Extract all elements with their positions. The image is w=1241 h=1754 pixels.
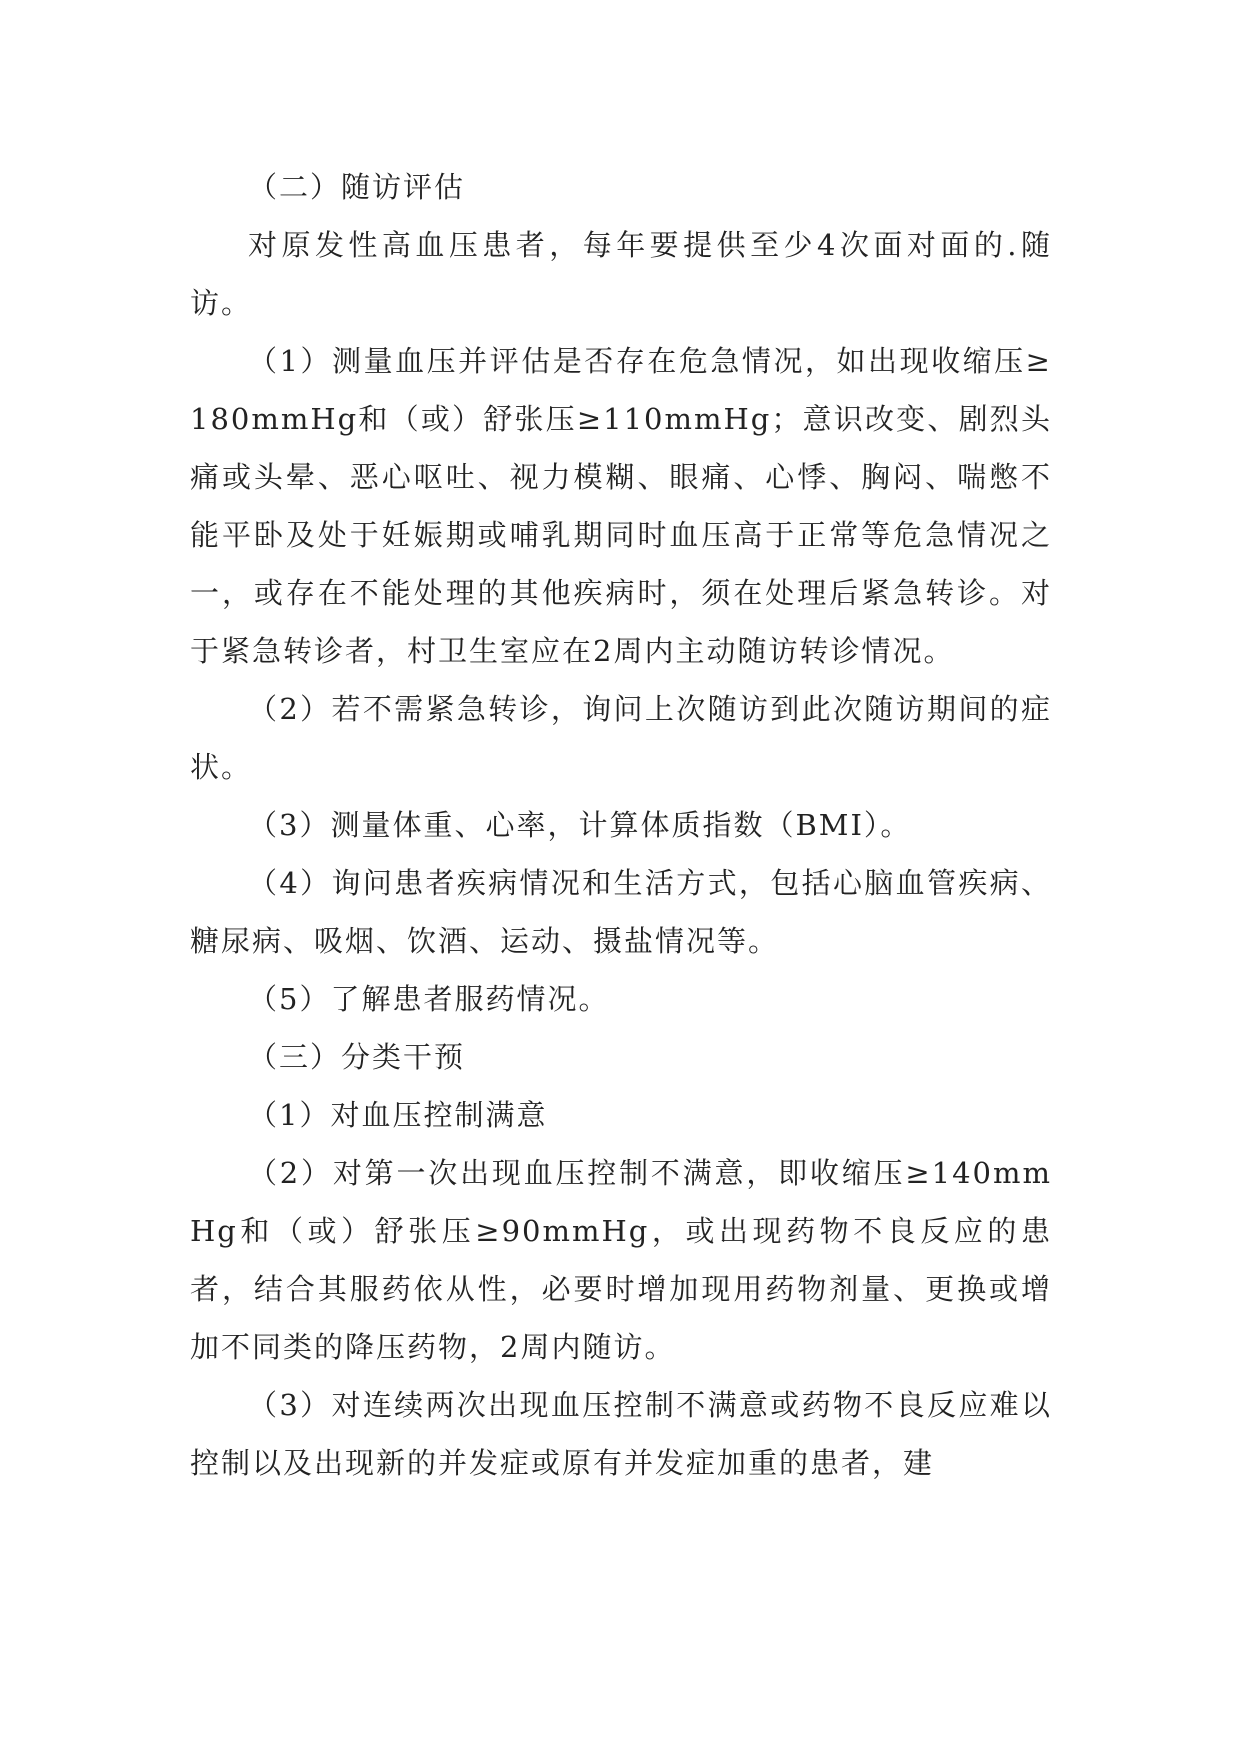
paragraph-item-2: （2）若不需紧急转诊，询问上次随访到此次随访期间的症状。 bbox=[190, 692, 1052, 784]
paragraph-item-1: （1）测量血压并评估是否存在危急情况，如出现收缩压≥180mmHg和（或）舒张压≥110mmHg；意识改变、剧烈头痛或头晕、恶心呕吐、视力模糊、眼痛、心悸、胸闷、喘憋不能平卧及处于妊娠期或哺乳期同时血压高于正常等危急情况之一，或存在不能处理的其他疾病时，须在处理后紧急转诊。对于紧急转诊者，村卫生室应在2周内主动随访转诊情况。 bbox=[190, 344, 1052, 668]
document-body bbox=[190, 158, 1052, 1492]
paragraph-intervention-3: （3）对连续两次出现血压控制不满意或药物不良反应难以控制以及出现新的并发症或原有并发症加重的患者，建 bbox=[190, 1388, 1052, 1480]
section-heading-intervention: （三）分类干预 bbox=[248, 1040, 466, 1074]
paragraph-intervention-2: （2）对第一次出现血压控制不满意，即收缩压≥140mmHg和（或）舒张压≥90mmHg，或出现药物不良反应的患者，结合其服药依从性，必要时增加现用药物剂量、更换或增加不同类的降压药物，2周内随访。 bbox=[190, 1156, 1052, 1364]
paragraph-item-3: （3）测量体重、心率，计算体质指数（BMI）。 bbox=[248, 808, 912, 842]
paragraph-followup-frequency: 对原发性高血压患者，每年要提供至少4次面对面的.随访。 bbox=[190, 228, 1052, 320]
paragraph-intervention-1: （1）对血压控制满意 bbox=[248, 1098, 548, 1132]
section-heading-followup: （二）随访评估 bbox=[248, 170, 466, 204]
paragraph-item-4: （4）询问患者疾病情况和生活方式，包括心脑血管疾病、糖尿病、吸烟、饮酒、运动、摄盐情况等。 bbox=[190, 866, 1052, 958]
paragraph-item-5: （5）了解患者服药情况。 bbox=[248, 982, 610, 1016]
